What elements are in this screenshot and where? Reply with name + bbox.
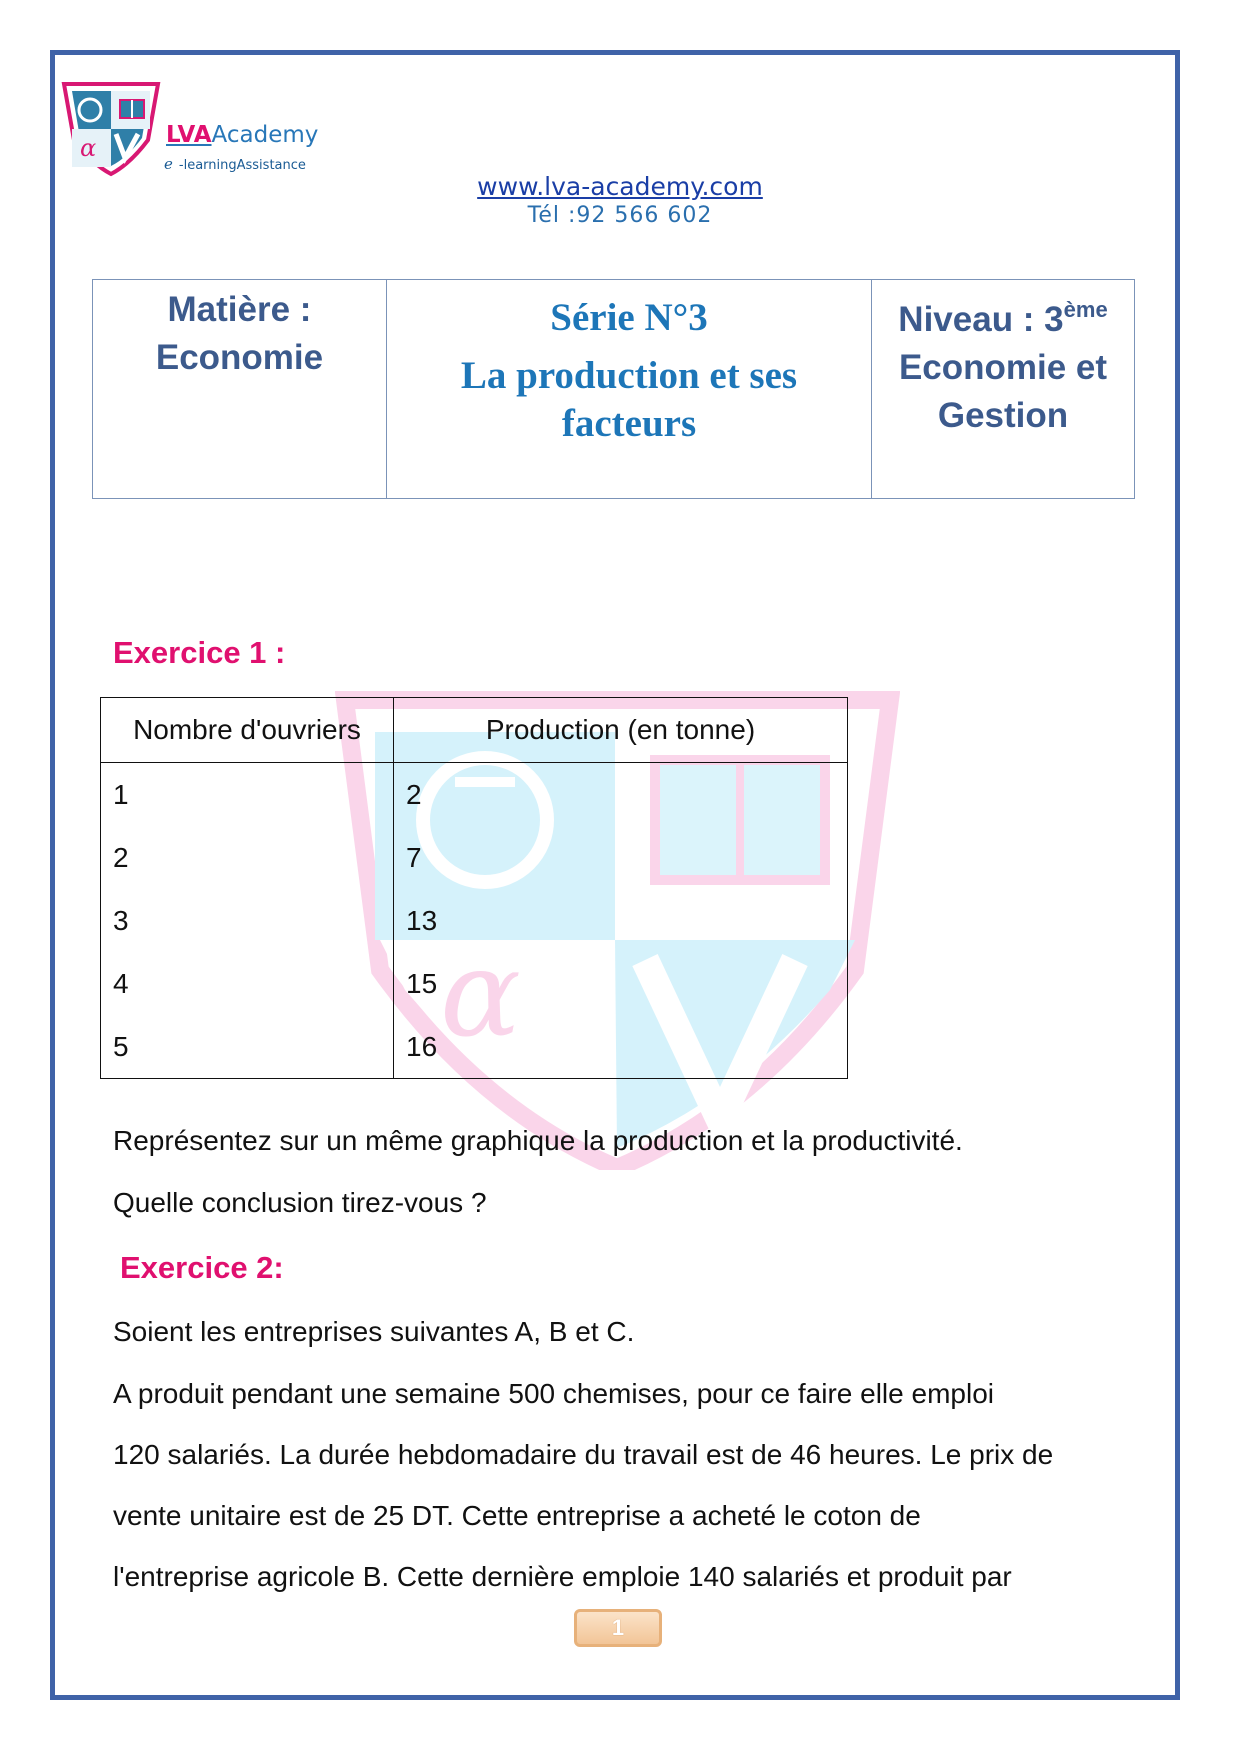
subject-cell: [93, 280, 387, 498]
table-row: [101, 826, 848, 889]
table-cell: 7: [394, 826, 848, 889]
series-topic-line2: facteurs: [561, 402, 697, 445]
table-cell: 2: [394, 763, 848, 827]
exercise1-question2: Quelle conclusion tirez-vous ?: [113, 1187, 487, 1218]
series-title: Série N°3: [550, 296, 708, 339]
level-label: Niveau : 3ème: [898, 297, 1108, 339]
table-cell: 3: [101, 889, 394, 952]
svg-text:α: α: [80, 134, 97, 162]
level-line3: Gestion: [937, 396, 1069, 435]
level-cell: [872, 280, 1134, 498]
exercise2-line: l'entreprise agricole B. Cette dernière emploie 140 salariés et produit par: [113, 1561, 1012, 1592]
series-cell: [387, 280, 872, 498]
lva-logo: [58, 78, 328, 178]
table-cell: 2: [101, 826, 394, 889]
table-cell: 15: [394, 952, 848, 1015]
table-row: [101, 889, 848, 952]
brand-tagline: e -learningAssistance: [164, 155, 306, 173]
exercise1-question1: Représentez sur un même graphique la production et la productivité.: [113, 1125, 963, 1156]
website-link[interactable]: www.lva-academy.com: [477, 172, 763, 201]
svg-text:α: α: [440, 925, 522, 1064]
exercise1-title: Exercice 1 :: [113, 635, 286, 670]
table-row: [101, 763, 848, 827]
exercise2-line: vente unitaire est de 25 DT. Cette entreprise a acheté le coton de: [113, 1500, 921, 1531]
level-line2: Economie et: [898, 348, 1108, 387]
subject-value: Economie: [155, 338, 324, 377]
table-cell: 4: [101, 952, 394, 1015]
table-cell: 13: [394, 889, 848, 952]
series-topic-line1: La production et ses: [460, 354, 798, 397]
subject-label: Matière :: [167, 290, 312, 329]
exercise2-line: 120 salariés. La durée hebdomadaire du travail est de 46 heures. Le prix de: [113, 1439, 1054, 1470]
shield-logo-icon: [58, 78, 164, 178]
phone-number: Tél :92 566 602: [527, 203, 713, 228]
table-cell: 5: [101, 1015, 394, 1079]
brand-name: LVAAcademy: [166, 122, 319, 148]
header-table: [92, 279, 1135, 499]
table-header-row: [101, 698, 848, 763]
table-cell: 1: [101, 763, 394, 827]
exercise2-line: A produit pendant une semaine 500 chemises, pour ce faire elle emploi: [113, 1378, 994, 1409]
table-row: [101, 1015, 848, 1079]
column-header: Nombre d'ouvriers: [101, 698, 394, 763]
exercise2-title: Exercice 2:: [120, 1250, 284, 1285]
table-cell: 16: [394, 1015, 848, 1079]
column-header: Production (en tonne): [394, 698, 848, 763]
exercise2-line: Soient les entreprises suivantes A, B et C.: [113, 1316, 635, 1347]
table-row: [101, 952, 848, 1015]
page-number-badge: 1: [574, 1609, 662, 1647]
production-table: [100, 697, 848, 1079]
